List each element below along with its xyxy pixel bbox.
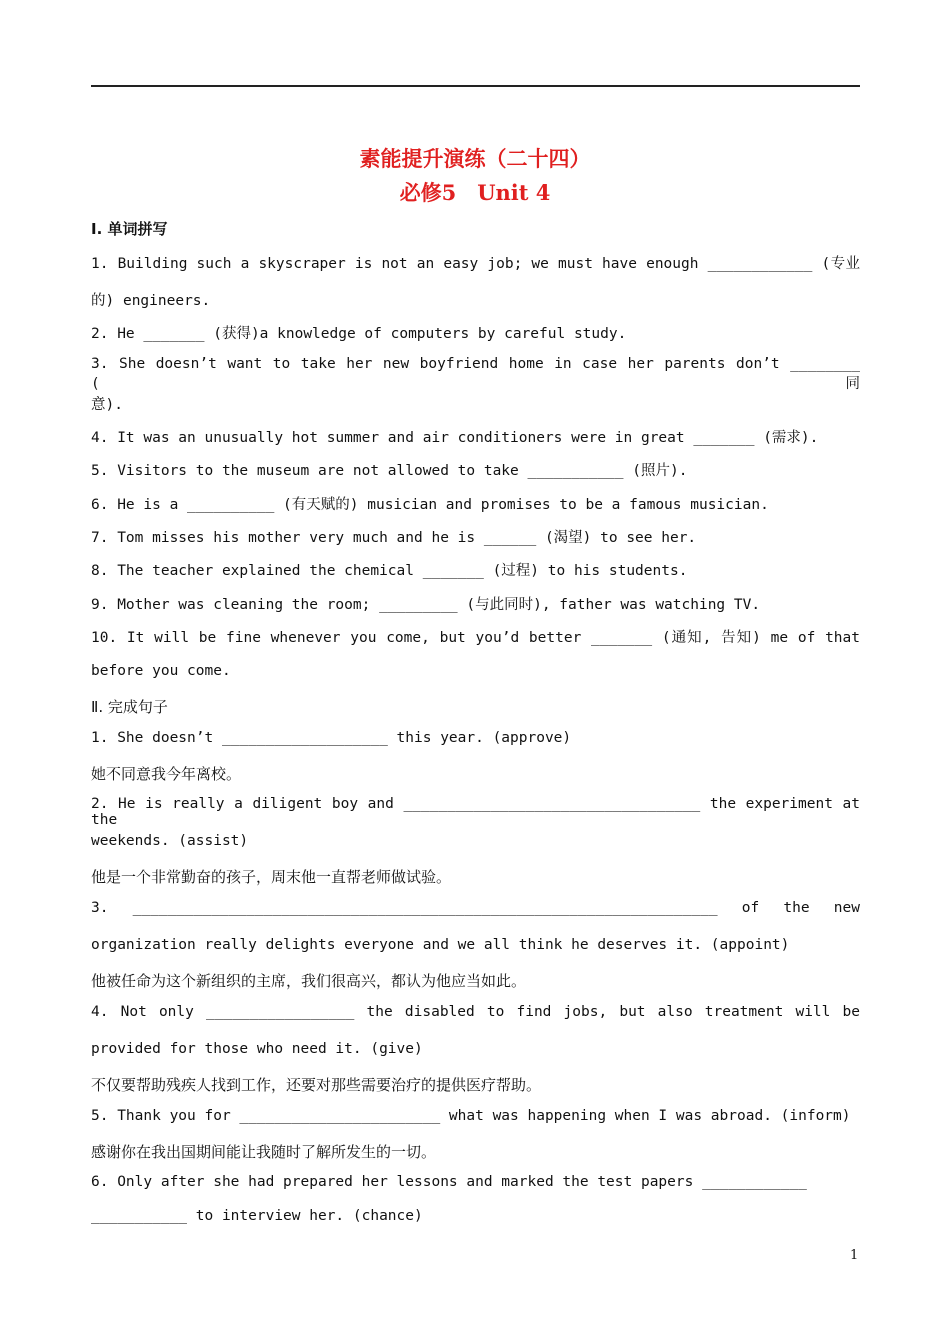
- question-line: provided for those who need it. (give): [91, 1041, 423, 1057]
- question-line: 的) engineers.: [91, 293, 211, 309]
- question-line: 4. Not only _________________ the disabled to find jobs, but also treatment will be: [91, 1004, 860, 1020]
- question-line: organization really delights everyone and we all think he deserves it. (appoint): [91, 937, 790, 953]
- question-line: 5. Thank you for _______________________ what was happening when I was abroad. (inform): [91, 1108, 851, 1124]
- page-subtitle: 必修5 Unit 4: [399, 180, 551, 205]
- section-heading-complete-sentences: Ⅱ. 完成句子: [91, 698, 168, 716]
- question-line: 1. Building such a skyscraper is not an easy job; we must have enough ____________ (专业: [91, 256, 860, 272]
- translation-line: 他被任命为这个新组织的主席，我们很高兴，都认为他应当如此。: [91, 972, 527, 990]
- question-line: 意).: [91, 397, 123, 413]
- page-number: 1: [850, 1248, 859, 1263]
- page-title: 素能提升演练（二十四）: [359, 146, 591, 171]
- question-line: 2. He _______ (获得)a knowledge of computers by careful study.: [91, 326, 627, 342]
- question-line: ___________ to interview her. (chance): [91, 1208, 423, 1224]
- question-line: 6. He is a __________ (有天赋的) musician and promises to be a famous musician.: [91, 497, 769, 513]
- question-line: 7. Tom misses his mother very much and he is ______ (渴望) to see her.: [91, 530, 697, 546]
- question-line: 3. She doesn’t want to take her new boyfriend home in case her parents don’t ________ (同: [91, 356, 860, 392]
- translation-line: 感谢你在我出国期间能让我随时了解所发生的一切。: [91, 1143, 437, 1161]
- translation-line: 他是一个非常勤奋的孩子，周末他一直帮老师做试验。: [91, 868, 452, 886]
- question-line: weekends. (assist): [91, 833, 249, 849]
- question-line: 5. Visitors to the museum are not allowed to take ___________ (照片).: [91, 463, 688, 479]
- question-line: 9. Mother was cleaning the room; _________ (与此同时), father was watching TV.: [91, 597, 761, 613]
- translation-line: 不仅要帮助残疾人找到工作，还要对那些需要治疗的提供医疗帮助。: [91, 1076, 542, 1094]
- header-rule: [91, 85, 860, 87]
- question-line: 1. She doesn’t ___________________ this year. (approve): [91, 730, 572, 746]
- question-line: 6. Only after she had prepared her lessons and marked the test papers ____________: [91, 1174, 807, 1190]
- question-line: before you come.: [91, 663, 231, 679]
- question-line: 8. The teacher explained the chemical _______ (过程) to his students.: [91, 563, 688, 579]
- question-line: 2. He is really a diligent boy and __________________________________ the experiment at the: [91, 796, 860, 828]
- section-heading-word-spelling: Ⅰ. 单词拼写: [91, 220, 168, 238]
- translation-line: 她不同意我今年离校。: [91, 765, 242, 783]
- question-line: 3. ___________________________________________________________________ of the new: [91, 900, 860, 916]
- question-line: 10. It will be fine whenever you come, but you’d better _______ (通知, 告知) me of that: [91, 630, 860, 646]
- question-line: 4. It was an unusually hot summer and air conditioners were in great _______ (需求).: [91, 430, 819, 446]
